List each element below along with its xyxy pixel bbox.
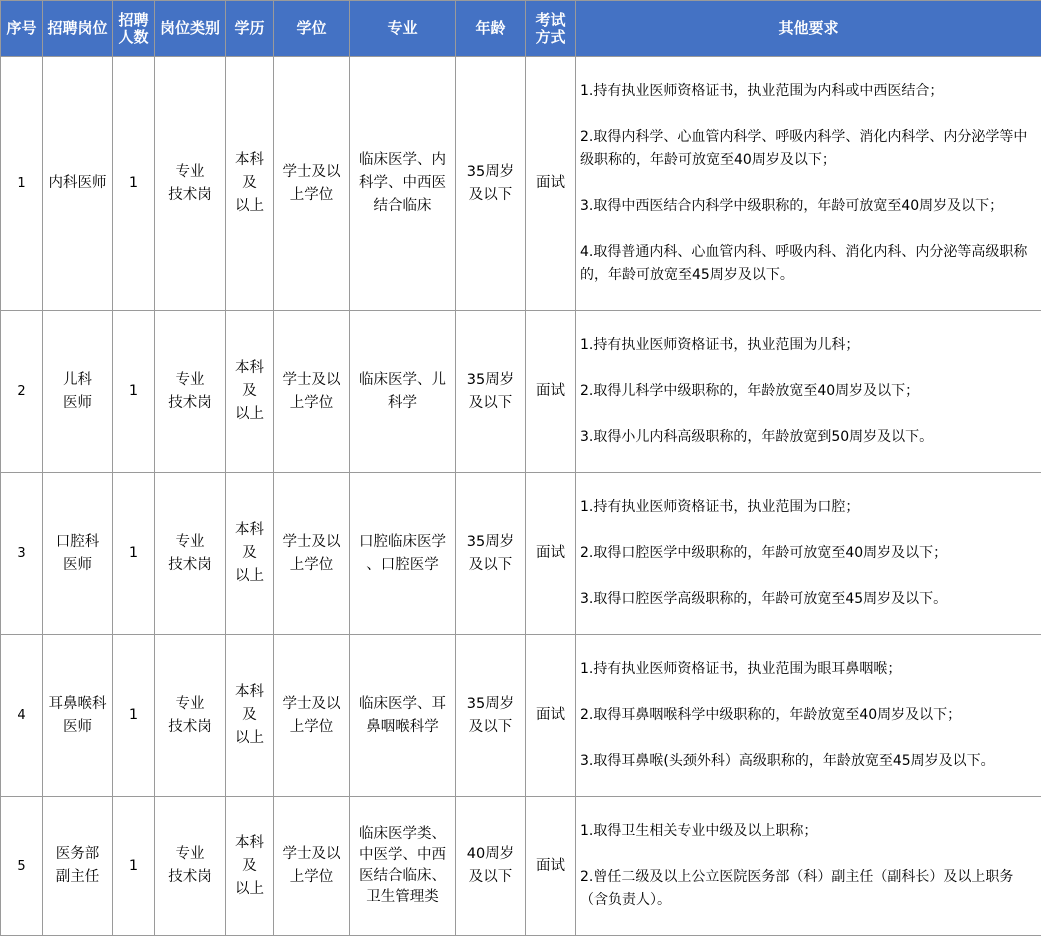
row-exam: 面试 [526, 473, 576, 635]
row-no: 1 [1, 57, 43, 311]
row-degree: 学士及以 上学位 [274, 311, 350, 473]
requirement-line: 2.取得口腔医学中级职称的，年龄可放宽至40周岁及以下； [580, 542, 1037, 565]
row-major: 口腔临床医学 、口腔医学 [350, 473, 456, 635]
row-major: 临床医学、耳 鼻咽喉科学 [350, 635, 456, 797]
row-count: 1 [113, 57, 155, 311]
header-count: 招聘 人数 [113, 1, 155, 57]
row-education: 本科及 以上 [226, 635, 274, 797]
row-no: 2 [1, 311, 43, 473]
row-count: 1 [113, 473, 155, 635]
row-count: 1 [113, 635, 155, 797]
header-exam: 考试 方式 [526, 1, 576, 57]
row-age: 35周岁 及以下 [456, 311, 526, 473]
header-education: 学历 [226, 1, 274, 57]
requirement-line: 2.取得耳鼻咽喉科学中级职称的，年龄放宽至40周岁及以下； [580, 704, 1037, 727]
row-position: 耳鼻喉科 医师 [43, 635, 113, 797]
row-category: 专业 技术岗 [155, 57, 226, 311]
row-education: 本科及 以上 [226, 797, 274, 936]
row-requirements [576, 797, 1041, 936]
row-no: 4 [1, 635, 43, 797]
row-education: 本科及 以上 [226, 311, 274, 473]
table-row [1, 57, 1041, 311]
requirement-line: 3.取得中西医结合内科学中级职称的，年龄可放宽至40周岁及以下； [580, 195, 1037, 218]
row-count: 1 [113, 311, 155, 473]
row-education: 本科及 以上 [226, 473, 274, 635]
row-requirements [576, 57, 1041, 311]
requirement-line: 3.取得小儿内科高级职称的，年龄放宽到50周岁及以下。 [580, 426, 1037, 449]
requirement-line: 1.持有执业医师资格证书，执业范围为内科或中西医结合； [580, 80, 1037, 103]
row-category: 专业 技术岗 [155, 635, 226, 797]
row-degree: 学士及以 上学位 [274, 473, 350, 635]
header-row [1, 1, 1041, 57]
table-row [1, 473, 1041, 635]
row-requirements [576, 635, 1041, 797]
row-age: 35周岁 及以下 [456, 57, 526, 311]
row-requirements [576, 311, 1041, 473]
row-category: 专业 技术岗 [155, 311, 226, 473]
table-row [1, 311, 1041, 473]
table-row [1, 635, 1041, 797]
row-degree: 学士及以 上学位 [274, 635, 350, 797]
row-degree: 学士及以 上学位 [274, 57, 350, 311]
requirement-line: 4.取得普通内科、心血管内科、呼吸内科、消化内科、内分泌等高级职称的，年龄可放宽至45周岁及以下。 [580, 241, 1037, 287]
row-exam: 面试 [526, 57, 576, 311]
requirement-line: 2.取得儿科学中级职称的，年龄放宽至40周岁及以下； [580, 380, 1037, 403]
requirement-line: 2.曾任二级及以上公立医院医务部（科）副主任（副科长）及以上职务（含负责人）。 [580, 866, 1037, 912]
header-position: 招聘岗位 [43, 1, 113, 57]
row-age: 35周岁 及以下 [456, 473, 526, 635]
row-major: 临床医学、内 科学、中西医 结合临床 [350, 57, 456, 311]
row-requirements [576, 473, 1041, 635]
row-position: 内科医师 [43, 57, 113, 311]
row-exam: 面试 [526, 311, 576, 473]
row-age: 40周岁 及以下 [456, 797, 526, 936]
requirement-line: 3.取得耳鼻喉(头颈外科）高级职称的，年龄放宽至45周岁及以下。 [580, 750, 1037, 773]
row-position: 医务部 副主任 [43, 797, 113, 936]
requirement-line: 1.持有执业医师资格证书，执业范围为儿科； [580, 334, 1037, 357]
header-age: 年龄 [456, 1, 526, 57]
row-degree: 学士及以 上学位 [274, 797, 350, 936]
row-category: 专业 技术岗 [155, 797, 226, 936]
row-major: 临床医学类、 中医学、中西 医结合临床、 卫生管理类 [350, 797, 456, 936]
row-education: 本科及 以上 [226, 57, 274, 311]
row-age: 35周岁 及以下 [456, 635, 526, 797]
table-row [1, 797, 1041, 936]
header-category: 岗位类别 [155, 1, 226, 57]
requirement-line: 2.取得内科学、心血管内科学、呼吸内科学、消化内科学、内分泌学等中级职称的，年龄可放宽至40周岁及以下； [580, 126, 1037, 172]
requirement-line: 3.取得口腔医学高级职称的，年龄可放宽至45周岁及以下。 [580, 588, 1037, 611]
requirement-line: 1.取得卫生相关专业中级及以上职称； [580, 820, 1037, 843]
row-category: 专业 技术岗 [155, 473, 226, 635]
header-degree: 学位 [274, 1, 350, 57]
row-position: 口腔科 医师 [43, 473, 113, 635]
row-position: 儿科 医师 [43, 311, 113, 473]
row-count: 1 [113, 797, 155, 936]
row-major: 临床医学、儿 科学 [350, 311, 456, 473]
header-no: 序号 [1, 1, 43, 57]
row-exam: 面试 [526, 797, 576, 936]
header-requirements: 其他要求 [576, 1, 1041, 57]
row-no: 3 [1, 473, 43, 635]
requirement-line: 1.持有执业医师资格证书，执业范围为眼耳鼻咽喉； [580, 658, 1037, 681]
row-exam: 面试 [526, 635, 576, 797]
row-no: 5 [1, 797, 43, 936]
requirement-line: 1.持有执业医师资格证书，执业范围为口腔； [580, 496, 1037, 519]
header-major: 专业 [350, 1, 456, 57]
